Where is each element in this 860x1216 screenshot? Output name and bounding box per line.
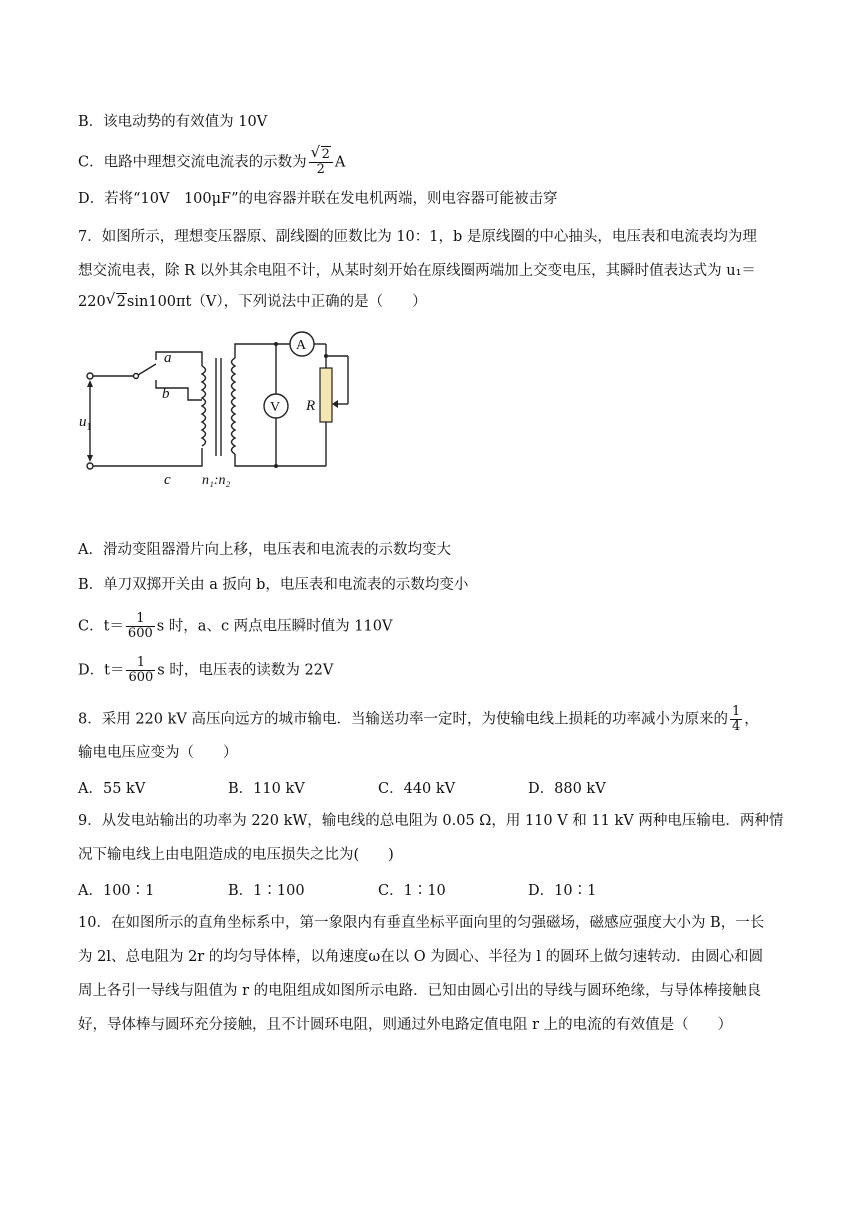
q8-option-c: C．440 kV: [378, 781, 456, 797]
q9-option-d: D．10∶1: [528, 883, 597, 899]
fig-label-ratio: n₁:n₂: [202, 473, 231, 488]
q6-option-c-fraction: √ 2 2: [309, 148, 333, 177]
q6-option-d: D．若将“10V 100μF”的电容器并联在发电机两端，则电容器可能被击穿: [78, 191, 558, 207]
q9-option-b: B．1∶100: [228, 883, 305, 899]
q10-stem-line3: 周上各引一导线与阻值为 r 的电阻组成如图所示电路．已知由圆心引出的导线与圆环绝缘，与导体棒接触良: [78, 983, 762, 999]
q8-option-d: D．880 kV: [528, 781, 606, 797]
q7-option-a: A．滑动变阻器滑片向上移，电压表和电流表的示数均变大: [78, 542, 451, 558]
q7-option-c-fraction: $\frac{1}{600}$: [127, 611, 153, 641]
q10-stem-line1: 10．在如图所示的直角坐标系中，第一象限内有垂直坐标平面向里的匀强磁场，磁感应强度大小为 B，一长: [78, 915, 765, 931]
q9-option-c: C．1∶10: [378, 883, 446, 899]
fig-label-a: a: [164, 350, 172, 366]
fig-label-c: c: [164, 472, 171, 488]
q7-option-c: C．t＝ $\frac{1}{600}$ s 时，a、c 两点电压瞬时值为 110V: [78, 611, 393, 641]
q7-stem-line3: 220 √ 2sin100πt（V），下列说法中正确的是（ ）: [78, 290, 427, 310]
q10-stem-line2: 为 2l、总电阻为 2r 的均匀导体棒，以角速度ω在以 O 为圆心、半径为 l 的圆环上做匀速转动．由圆心和圆: [78, 949, 764, 965]
q8-stem-line2: 输电电压应变为（ ）: [78, 745, 238, 761]
q9-stem-line1: 9．从发电站输出的功率为 220 kW，输电线的总电阻为 0.05 Ω，用 110 V 和 11 kV 两种电压输电．两种情: [78, 813, 784, 829]
q7-option-b: B．单刀双掷开关由 a 扳向 b，电压表和电流表的示数均变小: [78, 577, 469, 593]
q9-option-a: A．100∶1: [78, 883, 155, 899]
q7-option-d-fraction: $\frac{1}{600}$: [128, 655, 154, 685]
q6-option-b: B．该电动势的有效值为 10V: [78, 114, 268, 130]
q7-stem-line2: 想交流电表，除 R 以外其余电阻不计，从某时刻开始在原线圈两端加上交变电压，其瞬时值表达式为 u₁＝: [78, 263, 756, 279]
q7-sqrt: √ 2: [105, 290, 126, 310]
q6-option-c-text: C．电路中理想交流电流表的示数为: [78, 154, 307, 171]
q6-option-c-unit: A: [334, 154, 346, 171]
q6-option-c: [78, 143, 346, 177]
q8-fraction: $\frac{1}{4}$: [731, 704, 741, 734]
q8-stem-line1: 8．采用 220 kV 高压向远方的城市输电．当输送功率一定时，为使输电线上损耗的功率减小为原来的 $\frac{1}{4}$ ，: [78, 704, 759, 734]
q8-option-a: A．55 kV: [78, 781, 146, 797]
fig-label-R: R: [306, 398, 316, 414]
q8-option-b: B．110 kV: [228, 781, 305, 797]
fig-label-b: b: [162, 386, 170, 402]
q9-stem-line2: 况下输电线上由电阻造成的电压损失之比为( ): [78, 847, 394, 863]
q10-stem-line4: 好，导体棒与圆环充分接触，且不计圆环电阻，则通过外电路定值电阻 r 上的电流的有效值是（ ）: [78, 1017, 733, 1033]
q7-circuit-diagram: [78, 328, 378, 492]
fig-label-u: $u_1$: [79, 414, 92, 433]
q7-stem-line1: 7．如图所示，理想变压器原、副线圈的匝数比为 10：1，b 是原线圈的中心抽头，电压表和电流表均为理: [78, 229, 757, 245]
fig-voltmeter-label: V: [270, 400, 281, 415]
q7-option-d: D．t＝ $\frac{1}{600}$ s 时，电压表的读数为 22V: [78, 655, 334, 685]
fig-ammeter-label: A: [296, 338, 307, 353]
